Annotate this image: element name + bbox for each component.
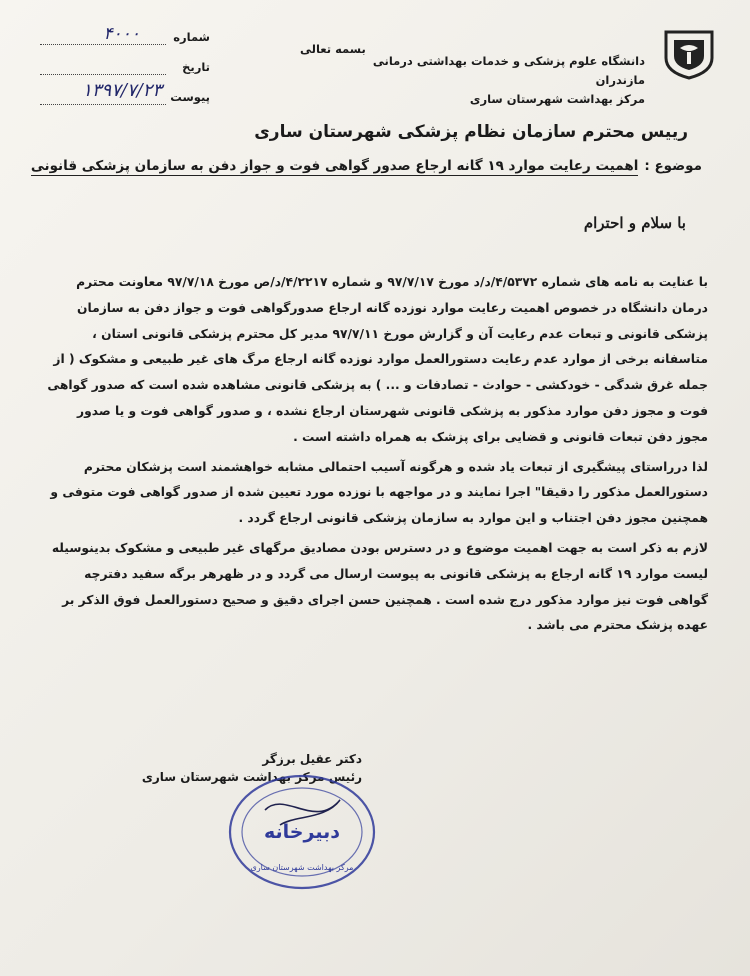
letter-body bbox=[42, 270, 708, 643]
body-paragraph: با عنایت به نامه های شماره ۴/۵۳۷۲/د/د مورخ ۹۷/۷/۱۷ و شماره ۴/۲۲۱۷/د/ص مورخ ۹۷/۷/۱۸ معاونت محترم درمان دانشگاه در خصوص اهمیت رعایت موارد نوزده گانه ارجاع صدورگواهی فوت و جواز دفن به سازمان پزشکی قانونی و تبعات عدم رعایت آن و گزارش مورخ ۹۷/۷/۱۱ مدیر کل محترم پزشکی قانونی استان ، متاسفانه برخی از موارد عدم رعایت دستورالعمل موارد نوزده گانه ارجاع مرگ های غیر طبیعی و مشکوک ( از جمله غرق شدگی - خودکشی - حوادث - تصادفات و ... ) به پزشکی قانونی مشاهده شده است که صدور گواهی فوت و مجوز دفن موارد مذکور به پزشکی قانونی شهرستان ارجاع نشده ، و صدور گواهی فوت و یا صدور مجوز دفن تبعات قانونی و قضایی برای پزشک به همراه داشته است . bbox=[47, 275, 708, 444]
subject-label: موضوع : bbox=[644, 158, 702, 174]
number-label: شماره bbox=[173, 30, 210, 44]
secretariat-stamp bbox=[225, 770, 380, 895]
greeting: با سلام و احترام bbox=[583, 214, 686, 232]
number-line bbox=[40, 44, 166, 45]
letter-meta bbox=[30, 24, 210, 114]
meta-number-row bbox=[30, 24, 210, 54]
subject-text: اهمیت رعایت موارد ۱۹ گانه ارجاع صدور گواهی فوت و جواز دفن به سازمان پزشکی قانونی bbox=[30, 158, 639, 174]
stamp-center-text: دبیرخانه bbox=[264, 821, 340, 843]
health-center-name: مرکز بهداشت شهرستان ساری bbox=[469, 92, 645, 106]
signer-name: دکتر عقیل برزگر bbox=[262, 752, 362, 766]
body-paragraph: لذا درراستای پیشگیری از تبعات یاد شده و هرگونه آسیب احتمالی مشابه خواهشمند است پزشکان محترم دستورالعمل مذکور را دقیقا" اجرا نمایند و در مواجهه با نوزده مورد تعیین شده از صدور گواهی فوت متوفی و همچنین مجوز دفن اجتناب و این موارد به سازمان پزشکی قانونی ارجاع گردد . bbox=[50, 459, 708, 526]
meta-attachment-row bbox=[30, 80, 210, 114]
date-label: تاریخ bbox=[182, 60, 210, 74]
subject-line bbox=[31, 158, 702, 176]
body-paragraph: لازم به ذکر است به جهت اهمیت موضوع و در دسترس بودن مصادیق مرگهای غیر طبیعی و مشکوک بدینوسیله لیست موارد ۱۹ گانه ارجاع به پزشکی قانونی به پیوست ارسال می گردد و در ظهرهر برگه سفید دفترچه گواهی فوت نیز موارد مذکور درج شده است . همچنین حسن اجرای دقیق و صحیح دستورالعمل فوق الذکر بر عهده پزشک محترم می باشد . bbox=[51, 540, 708, 633]
number-value: ۴۰۰۰ bbox=[103, 24, 140, 44]
stamp-bottom-text: مرکز بهداشت شهرستان ساری bbox=[250, 863, 354, 872]
attachment-line bbox=[40, 104, 166, 105]
recipient-title: رییس محترم سازمان نظام پزشکی شهرستان ساری bbox=[254, 122, 688, 142]
university-name: دانشگاه علوم پزشکی و خدمات بهداشتی درمانی مازندران bbox=[372, 54, 645, 87]
university-header bbox=[345, 52, 645, 109]
bismillah: بسمه تعالی bbox=[300, 42, 366, 56]
university-logo-icon bbox=[660, 22, 718, 80]
attachment-label: پیوست bbox=[170, 90, 210, 104]
signer-title: رئیس مرکز بهداشت شهرستان ساری bbox=[141, 770, 362, 784]
date-value: ۱۳۹۷/۷/۲۳ bbox=[82, 80, 162, 101]
date-line bbox=[40, 74, 166, 75]
